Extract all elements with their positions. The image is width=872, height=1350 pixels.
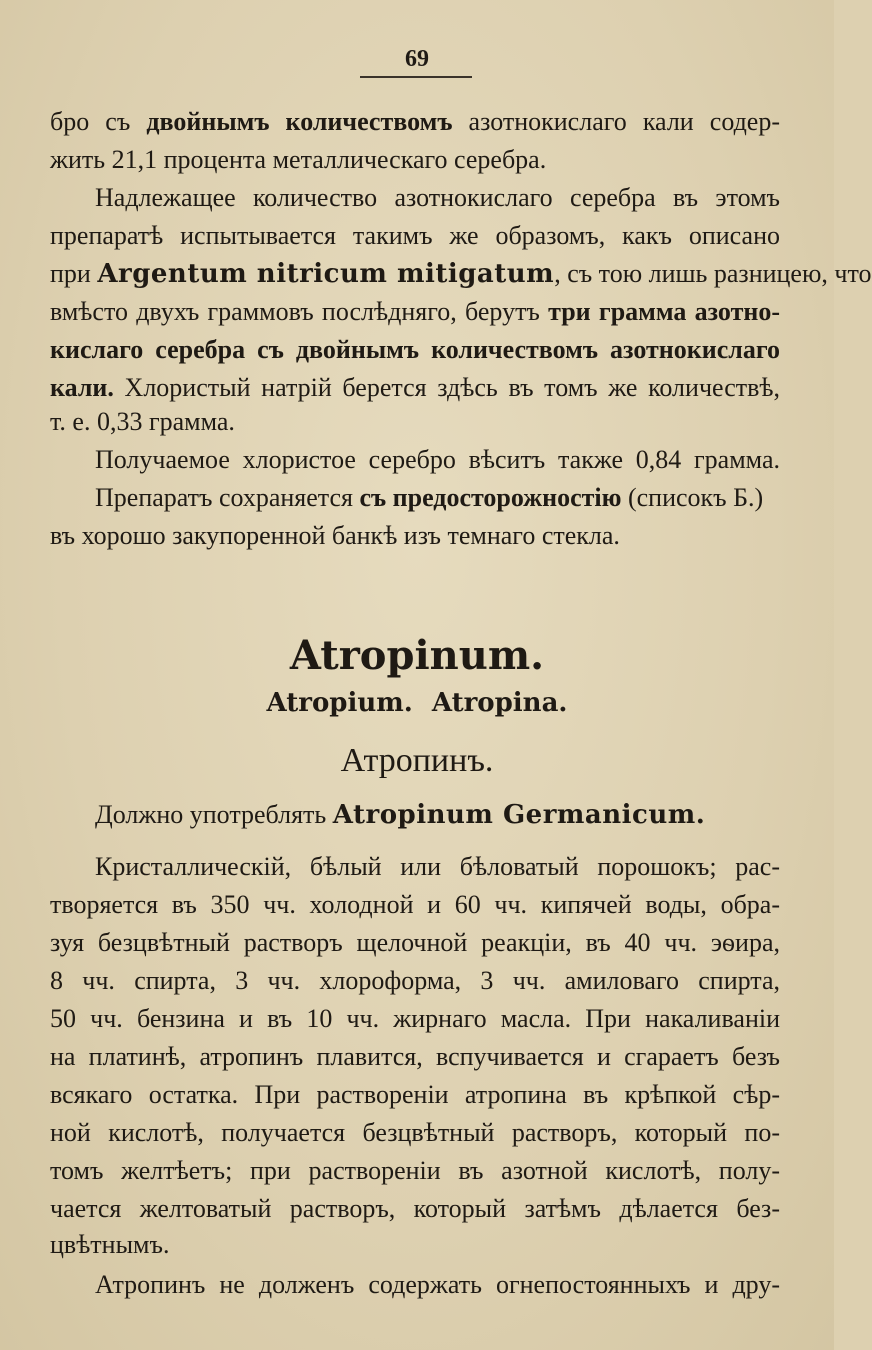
description-line-3: зуя безцвѣтный растворъ щелочной реакціи, въ 40 чч. эѳира, <box>50 928 780 957</box>
text-line-3: Надлежащее количество азотнокислаго серебра въ этомъ <box>95 183 780 212</box>
description-line-10: чается желтоватый растворъ, который затѣмъ дѣлается без- <box>50 1194 780 1223</box>
text-line-4: препаратѣ испытывается такимъ же образомъ, какъ описано <box>50 221 780 250</box>
text-line-10: Получаемое хлористое серебро вѣситъ также 0,84 грамма. <box>95 445 780 474</box>
description-line-11: цвѣтнымъ. <box>50 1230 170 1259</box>
last-text-line: Атропинъ не долженъ содержать огнепостоянныхъ и дру- <box>95 1270 780 1299</box>
page-number-rule <box>360 76 472 78</box>
section-russian-name: Атропинъ. <box>340 742 494 779</box>
text-line-6: вмѣсто двухъ граммовъ послѣдняго, берутъ три грамма азотно- <box>50 297 781 326</box>
description-line-1: Кристаллическій, бѣлый или бѣловатый порошокъ; рас- <box>95 852 780 881</box>
text-line-1: бро съ двойнымъ количествомъ азотнокислаго кали содер- <box>50 107 780 136</box>
description-line-5: 50 чч. бензина и въ 10 чч. жирнаго масла. При накаливаніи <box>50 1004 780 1033</box>
description-line-2: творяется въ 350 чч. холодной и 60 чч. кипячей воды, обра- <box>50 890 780 919</box>
text-line-11: Препаратъ сохраняется съ предосторожностію (списокъ Б.) <box>95 483 764 512</box>
text-line-7: кислаго серебра съ двойнымъ количествомъ азотнокислаго <box>50 335 780 364</box>
usage-line: Должно употреблять Atropinum Germanicum. <box>95 800 706 830</box>
text-line-5: при Argentum nitricum mitigatum, съ тою лишь разницею, что <box>50 259 872 289</box>
text-line-2: жить 21,1 процента металлическаго серебра. <box>50 145 547 174</box>
section-title: Atropinum. <box>289 632 545 679</box>
description-line-8: ной кислотѣ, получается безцвѣтный растворъ, который по- <box>50 1118 780 1147</box>
description-line-4: 8 чч. спирта, 3 чч. хлороформа, 3 чч. амиловаго спирта, <box>50 966 780 995</box>
text-line-8: кали. Хлористый натрій берется здѣсь въ томъ же количествѣ, <box>50 373 780 402</box>
page-number: 69 <box>405 46 429 72</box>
description-line-7: всякаго остатка. При раствореніи атропина въ крѣпкой сѣр- <box>50 1080 780 1109</box>
section-synonyms: Atropium. Atropina. <box>266 688 568 718</box>
text-line-12: въ хорошо закупоренной банкѣ изъ темнаго стекла. <box>50 521 620 550</box>
description-line-6: на платинѣ, атропинъ плавится, вспучивается и сгараетъ безъ <box>50 1042 780 1071</box>
description-line-9: томъ желтѣетъ; при раствореніи въ азотной кислотѣ, полу- <box>50 1156 780 1185</box>
text-line-9: т. е. 0,33 грамма. <box>50 407 235 436</box>
